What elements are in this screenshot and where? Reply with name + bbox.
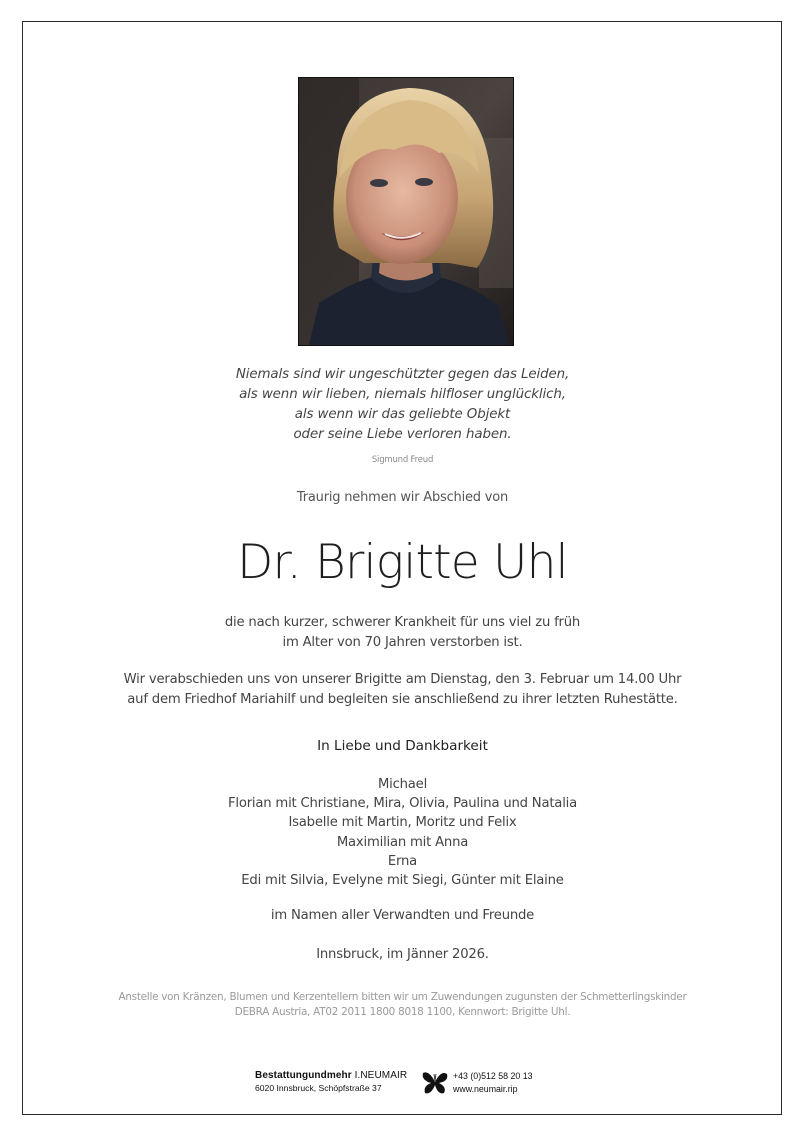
family-list <box>0 775 805 890</box>
brand-name: I.NEUMAIR <box>354 1070 408 1081</box>
brand-bold: Bestattungundmehr <box>255 1070 352 1081</box>
funeral-home-footer <box>255 1070 555 1100</box>
paragraph-line: die nach kurzer, schwerer Krankheit für uns viel zu früh <box>224 615 581 630</box>
donation-line: Anstelle von Kränzen, Blumen und Kerzentellern bitten wir um Zuwendungen zugunsten der Schmetterlingskinder <box>118 991 687 1003</box>
quote-author: Sigmund Freud <box>371 455 434 465</box>
donation-note <box>0 990 805 1020</box>
footer-left <box>255 1070 420 1093</box>
family-member: Edi mit Silvia, Evelyne mit Siegi, Günter mit Elaine <box>241 873 564 889</box>
family-member: Michael <box>377 777 428 792</box>
quote-block <box>0 365 805 445</box>
closing-phrase: In Liebe und Dankbarkeit <box>317 738 488 754</box>
deceased-name: Dr. Brigitte Uhl <box>237 535 568 590</box>
quote-line: als wenn wir das geliebte Objekt <box>294 407 511 422</box>
intro-text: Traurig nehmen wir Abschied von <box>296 490 509 505</box>
death-notice-paragraph <box>0 613 805 652</box>
paragraph-line: Wir verabschieden uns von unserer Brigitte am Dienstag, den 3. Februar um 14.00 Uhr <box>123 672 682 687</box>
paragraph-line: im Alter von 70 Jahren verstorben ist. <box>282 634 523 650</box>
quote-line: Niemals sind wir ungeschützter gegen das Leiden, <box>235 367 570 382</box>
paragraph-line: auf dem Friedhof Mariahilf und begleiten sie anschließend zu ihrer letzten Ruhestätte. <box>127 691 678 707</box>
funeral-home-brand <box>255 1070 420 1081</box>
relatives-line: im Namen aller Verwandten und Freunde <box>270 908 535 923</box>
butterfly-icon <box>421 1070 449 1096</box>
funeral-details-paragraph <box>0 670 805 709</box>
quote-line: oder seine Liebe verloren haben. <box>293 427 512 442</box>
website-link[interactable]: www.neumair.rip <box>453 1083 518 1094</box>
donation-line: DEBRA Austria, AT02 2011 1800 8018 1100, Kennwort: Brigitte Uhl. <box>234 1006 571 1018</box>
footer-contact <box>453 1070 532 1095</box>
place-date: Innsbruck, im Jänner 2026. <box>316 947 489 962</box>
funeral-home-address: 6020 Innsbruck, Schöpfstraße 37 <box>255 1083 382 1093</box>
quote-line: als wenn wir lieben, niemals hilfloser unglücklich, <box>239 387 566 402</box>
family-member: Isabelle mit Martin, Moritz und Felix <box>288 815 517 831</box>
family-member: Florian mit Christiane, Mira, Olivia, Paulina und Natalia <box>227 796 577 812</box>
family-member: Maximilian mit Anna <box>336 834 469 850</box>
phone-number[interactable]: +43 (0)512 58 20 13 <box>453 1071 533 1081</box>
family-member: Erna <box>387 853 418 869</box>
portrait-photo <box>298 77 514 346</box>
